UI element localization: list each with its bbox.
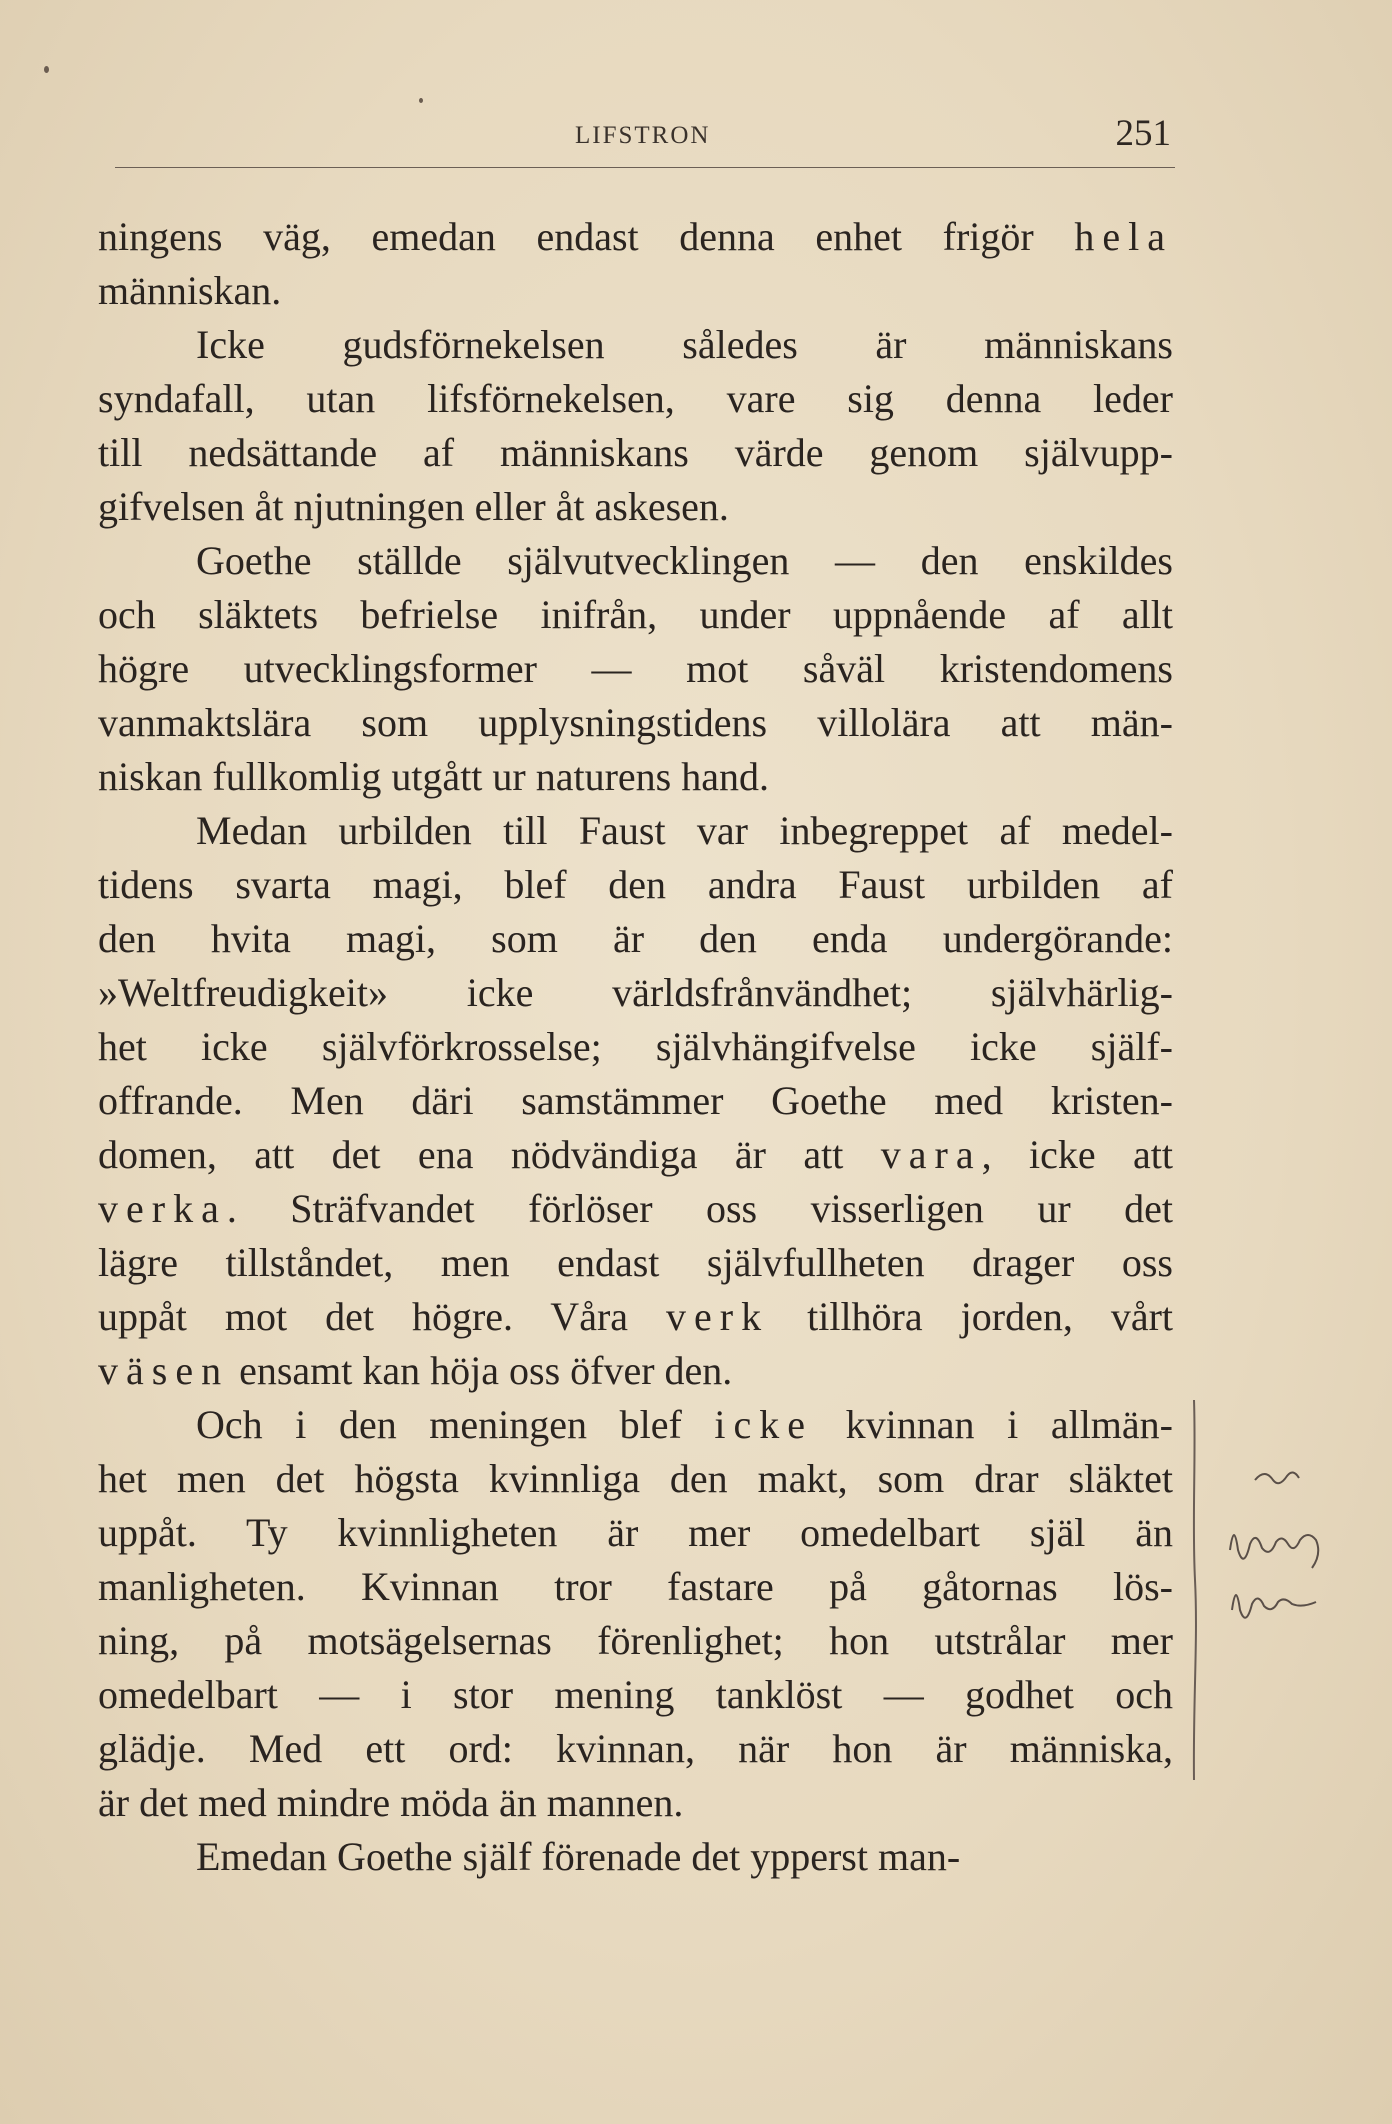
text-line xyxy=(98,588,1173,642)
margin-pencil-bar xyxy=(1188,1400,1200,1780)
text-line xyxy=(98,1452,1173,1506)
text-run: . Sträfvandet förlöser oss visserligen ur det xyxy=(226,1186,1173,1231)
text-run: lägre tillståndet, men endast självfullheten drager oss xyxy=(98,1240,1173,1285)
text-run: och släktets befrielse inifrån, under uppnående af allt xyxy=(98,592,1173,637)
text-run: den hvita magi, som är den enda undergörande: xyxy=(98,916,1173,961)
text-line xyxy=(98,318,1173,372)
page-number: 251 xyxy=(1115,113,1171,154)
text-line xyxy=(98,1506,1173,1560)
text-run: uppåt. Ty kvinnligheten är mer omedelbart själ än xyxy=(98,1510,1173,1555)
text-line xyxy=(98,966,1173,1020)
spaced-emphasis: verka xyxy=(98,1186,227,1231)
text-line xyxy=(98,858,1173,912)
text-run: tidens svarta magi, blef den andra Faust urbilden af xyxy=(98,862,1173,907)
text-line xyxy=(98,1398,1173,1452)
text-run: vanmaktslära som upplysningstidens villolära att män- xyxy=(98,700,1173,745)
text-run: Goethe ställde självutvecklingen — den enskildes xyxy=(196,538,1173,583)
text-run: het icke självförkrosselse; självhängifvelse icke själf- xyxy=(98,1024,1173,1069)
text-line xyxy=(98,1614,1173,1668)
text-line xyxy=(98,1668,1173,1722)
text-line xyxy=(98,750,1173,804)
text-run: manligheten. Kvinnan tror fastare på gåtornas lös- xyxy=(98,1564,1173,1609)
spaced-emphasis: vara xyxy=(880,1132,982,1177)
text-line xyxy=(98,1182,1173,1236)
text-run: niskan fullkomlig utgått ur naturens hand. xyxy=(98,754,769,799)
text-line xyxy=(98,1830,1173,1884)
text-run: ningens väg, emedan endast denna enhet frigör xyxy=(98,214,1075,259)
text-line xyxy=(98,1236,1173,1290)
text-run: Icke gudsförnekelsen således är människans xyxy=(196,322,1173,367)
text-line xyxy=(98,1776,1173,1830)
text-line xyxy=(98,372,1173,426)
text-line xyxy=(98,534,1173,588)
text-run: »Weltfreudigkeit» icke världsfrånvändhet; självhärlig- xyxy=(98,970,1173,1015)
text-line xyxy=(98,480,1173,534)
header-rule xyxy=(115,167,1175,168)
spaced-emphasis: hela xyxy=(1074,214,1173,259)
text-line xyxy=(98,912,1173,966)
text-run: högre utvecklingsformer — mot såväl kristendomens xyxy=(98,646,1173,691)
text-line xyxy=(98,642,1173,696)
text-run: gifvelsen åt njutningen eller åt askesen. xyxy=(98,484,729,529)
text-run: domen, att det ena nödvändiga är att xyxy=(98,1132,881,1177)
body-text xyxy=(98,210,1173,1884)
paper-speck xyxy=(419,98,423,103)
text-line xyxy=(98,1020,1173,1074)
spaced-emphasis: väsen xyxy=(98,1348,230,1393)
text-run: offrande. Men däri samstämmer Goethe med kristen- xyxy=(98,1078,1173,1123)
running-head: LIFSTRON xyxy=(575,122,711,149)
text-line xyxy=(98,696,1173,750)
text-line xyxy=(98,426,1173,480)
text-line xyxy=(98,1074,1173,1128)
text-line xyxy=(98,1560,1173,1614)
text-line xyxy=(98,210,1173,264)
text-run: , icke att xyxy=(981,1132,1173,1177)
text-run: Och i den meningen blef xyxy=(196,1402,715,1447)
page-header xyxy=(115,113,1175,168)
paper-speck xyxy=(44,66,49,73)
margin-handwritten-note xyxy=(1210,1450,1390,1730)
text-line xyxy=(98,1344,1173,1398)
text-run: ensamt kan höja oss öfver den. xyxy=(229,1348,733,1393)
text-run: kvinnan i allmän- xyxy=(813,1402,1173,1447)
text-run: Emedan Goethe själf förenade det ypperst man- xyxy=(196,1834,961,1879)
spaced-emphasis: verk xyxy=(666,1294,770,1339)
text-run: människan. xyxy=(98,268,282,313)
text-run: ning, på motsägelsernas förenlighet; hon utstrålar mer xyxy=(98,1618,1173,1663)
text-line xyxy=(98,804,1173,858)
text-run: omedelbart — i stor mening tanklöst — godhet och xyxy=(98,1672,1173,1717)
text-run: Medan urbilden till Faust var inbegreppet af medel- xyxy=(196,808,1173,853)
text-run: till nedsättande af människans värde genom självupp- xyxy=(98,430,1173,475)
text-run: het men det högsta kvinnliga den makt, som drar släktet xyxy=(98,1456,1173,1501)
text-run: är det med mindre möda än mannen. xyxy=(98,1780,684,1825)
text-line xyxy=(98,1128,1173,1182)
text-run: tillhöra jorden, vårt xyxy=(769,1294,1174,1339)
text-run: glädje. Med ett ord: kvinnan, när hon är människa, xyxy=(98,1726,1173,1771)
text-line xyxy=(98,264,1173,318)
text-line xyxy=(98,1722,1173,1776)
text-line xyxy=(98,1290,1173,1344)
text-run: syndafall, utan lifsförnekelsen, vare sig denna leder xyxy=(98,376,1173,421)
text-run: uppåt mot det högre. Våra xyxy=(98,1294,667,1339)
spaced-emphasis: icke xyxy=(714,1402,814,1447)
